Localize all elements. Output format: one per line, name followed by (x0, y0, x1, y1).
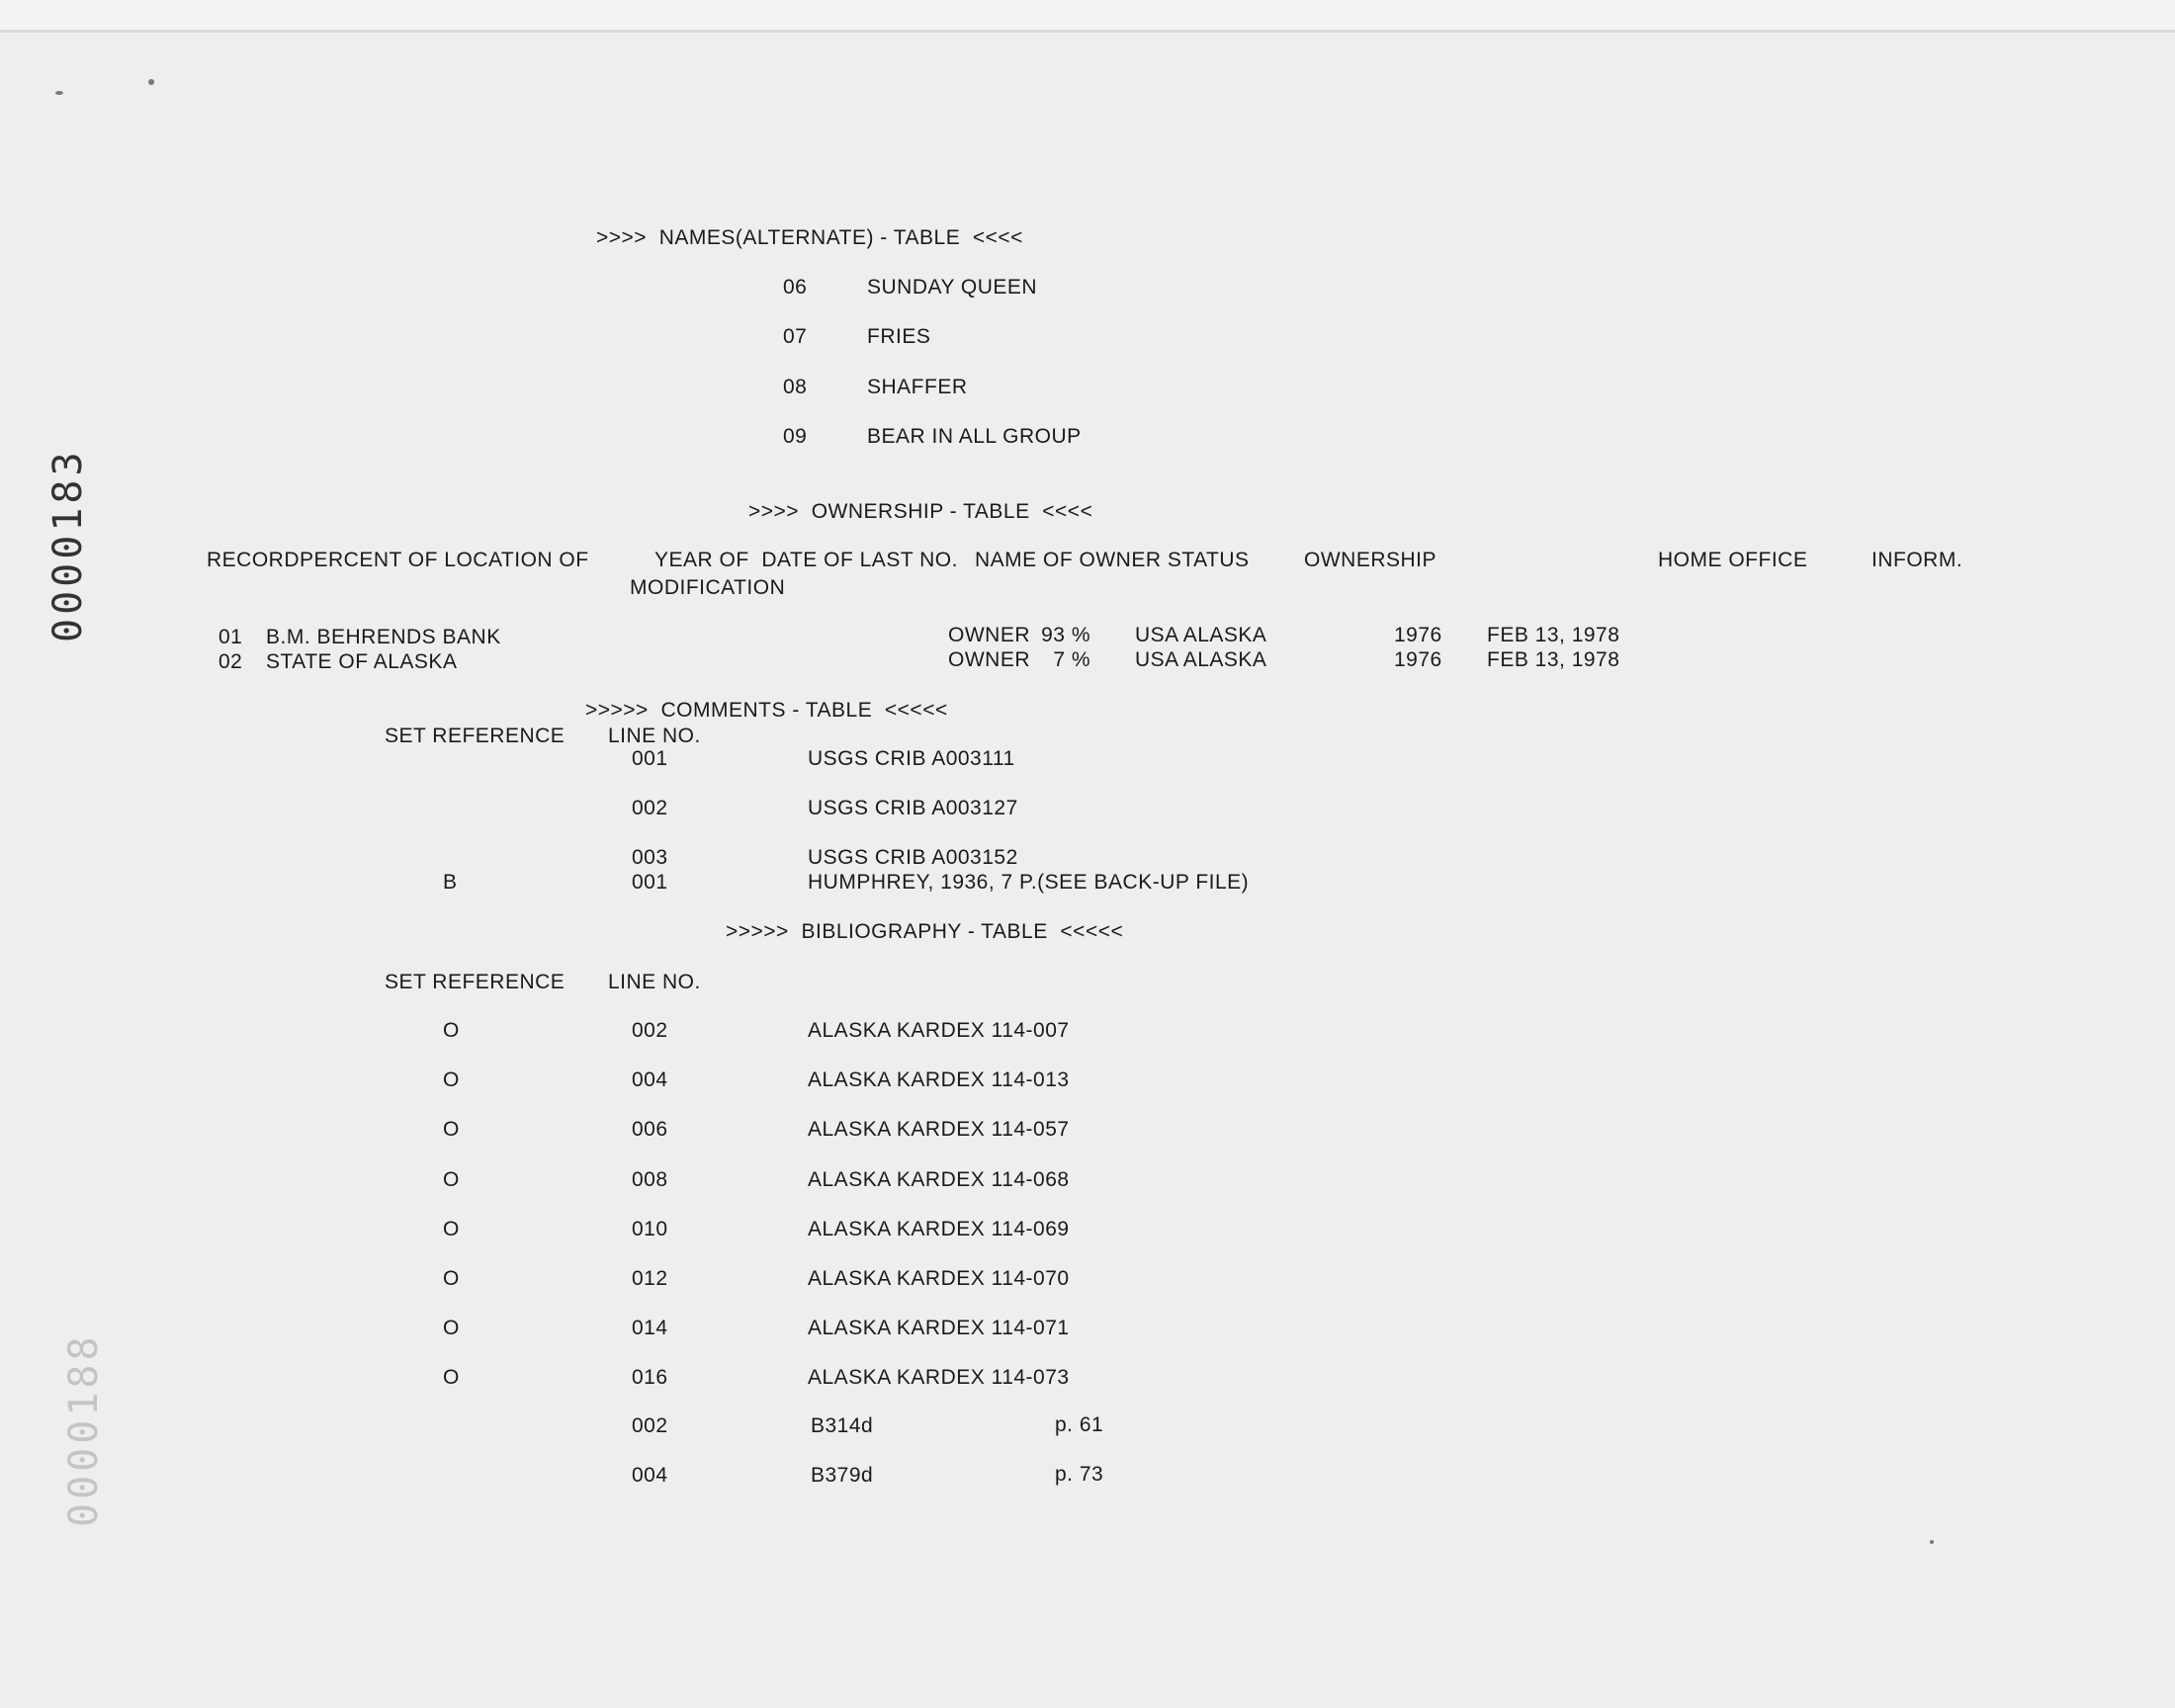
bibliography-table-header: >>>>> BIBLIOGRAPHY - TABLE <<<<< (726, 920, 1124, 943)
bibliography-line-no: 012 (632, 1267, 668, 1290)
bibliography-text: ALASKA KARDEX 114-007 (808, 1019, 1070, 1042)
comments-col-set-reference: SET REFERENCE (385, 725, 566, 747)
names-code: 08 (783, 376, 808, 398)
ownership-record-no: 01 (218, 626, 243, 648)
bibliography-line-no: 002 (632, 1019, 668, 1042)
comments-text: USGS CRIB A003127 (808, 797, 1018, 819)
names-code: 07 (783, 325, 808, 348)
bibliography-set-reference: O (443, 1118, 460, 1141)
ownership-col-inform: INFORM. (1871, 549, 1963, 571)
names-code: 09 (783, 425, 808, 448)
bibliography-line-no: 006 (632, 1118, 668, 1141)
names-name: SUNDAY QUEEN (867, 276, 1038, 299)
comments-line-no: 001 (632, 747, 668, 770)
bibliography-line-no: 004 (632, 1068, 668, 1091)
bibliography-col-set-reference: SET REFERENCE (385, 971, 566, 993)
bibliography-text: ALASKA KARDEX 114-070 (808, 1267, 1070, 1290)
bibliography-text: ALASKA KARDEX 114-068 (808, 1168, 1070, 1191)
ownership-table-header: >>>> OWNERSHIP - TABLE <<<< (748, 500, 1093, 523)
ownership-status: OWNER (948, 648, 1030, 671)
names-name: SHAFFER (867, 376, 968, 398)
comments-set-reference: B (443, 871, 458, 894)
ownership-location: USA ALASKA (1135, 624, 1267, 646)
ownership-col-ownership: OWNERSHIP (1304, 549, 1437, 571)
bibliography-line-no: 016 (632, 1366, 668, 1389)
names-table-header: >>>> NAMES(ALTERNATE) - TABLE <<<< (596, 226, 1023, 249)
bibliography-set-reference: O (443, 1019, 460, 1042)
bibliography-text: B314d (811, 1414, 874, 1437)
bibliography-line-no: 008 (632, 1168, 668, 1191)
names-code: 06 (783, 276, 808, 299)
bibliography-set-reference: O (443, 1317, 460, 1339)
ownership-owner-name: STATE OF ALASKA (266, 650, 458, 673)
ownership-col-year-date: YEAR OF DATE OF LAST NO. (654, 549, 958, 571)
speck-mark (148, 79, 154, 85)
bibliography-text: ALASKA KARDEX 114-057 (808, 1118, 1070, 1141)
ownership-year: 1976 (1394, 624, 1442, 646)
ownership-col-home-office: HOME OFFICE (1658, 549, 1808, 571)
bibliography-page: p. 61 (1055, 1413, 1104, 1436)
names-name: BEAR IN ALL GROUP (867, 425, 1082, 448)
bibliography-line-no: 014 (632, 1317, 668, 1339)
ownership-col-modification: MODIFICATION (630, 576, 786, 599)
bibliography-line-no: 004 (632, 1464, 668, 1487)
ownership-col-record: RECORD (207, 549, 301, 571)
bibliography-line-no: 002 (632, 1414, 668, 1437)
bibliography-set-reference: O (443, 1168, 460, 1191)
ownership-date: FEB 13, 1978 (1487, 648, 1620, 671)
bibliography-text: ALASKA KARDEX 114-013 (808, 1068, 1070, 1091)
comments-text: USGS CRIB A003111 (808, 747, 1015, 770)
speck-mark (1930, 1540, 1934, 1544)
ownership-owner-name: B.M. BEHRENDS BANK (266, 626, 501, 648)
bibliography-set-reference: O (443, 1366, 460, 1389)
side-stamp-bottom: 0000188 (61, 1332, 107, 1527)
bibliography-text: ALASKA KARDEX 114-069 (808, 1218, 1070, 1240)
comments-text: USGS CRIB A003152 (808, 846, 1018, 869)
comments-line-no: 002 (632, 797, 668, 819)
ownership-record-no: 02 (218, 650, 243, 673)
bibliography-text: ALASKA KARDEX 114-071 (808, 1317, 1070, 1339)
comments-text: HUMPHREY, 1936, 7 P.(SEE BACK-UP FILE) (808, 871, 1250, 894)
comments-line-no: 003 (632, 846, 668, 869)
ownership-year: 1976 (1394, 648, 1442, 671)
bibliography-set-reference: O (443, 1068, 460, 1091)
bibliography-set-reference: O (443, 1267, 460, 1290)
bibliography-page: p. 73 (1055, 1463, 1104, 1486)
names-name: FRIES (867, 325, 931, 348)
speck-mark (55, 91, 63, 95)
bibliography-text: B379d (811, 1464, 874, 1487)
ownership-percent: 93 % (1041, 624, 1090, 646)
bibliography-col-line-no: LINE NO. (608, 971, 701, 993)
ownership-location: USA ALASKA (1135, 648, 1267, 671)
comments-line-no: 001 (632, 871, 668, 894)
bibliography-text: ALASKA KARDEX 114-073 (808, 1366, 1070, 1389)
comments-col-line-no: LINE NO. (608, 725, 701, 747)
ownership-col-name-status: NAME OF OWNER STATUS (975, 549, 1250, 571)
bibliography-set-reference: O (443, 1218, 460, 1240)
ownership-percent: 7 % (1053, 648, 1090, 671)
ownership-date: FEB 13, 1978 (1487, 624, 1620, 646)
bibliography-line-no: 010 (632, 1218, 668, 1240)
ownership-status: OWNER (948, 624, 1030, 646)
side-stamp-top: 0000183 (45, 448, 91, 642)
comments-table-header: >>>>> COMMENTS - TABLE <<<<< (585, 699, 948, 722)
ownership-col-percent-location: PERCENT OF LOCATION OF (300, 549, 589, 571)
document-page (0, 30, 2175, 1708)
